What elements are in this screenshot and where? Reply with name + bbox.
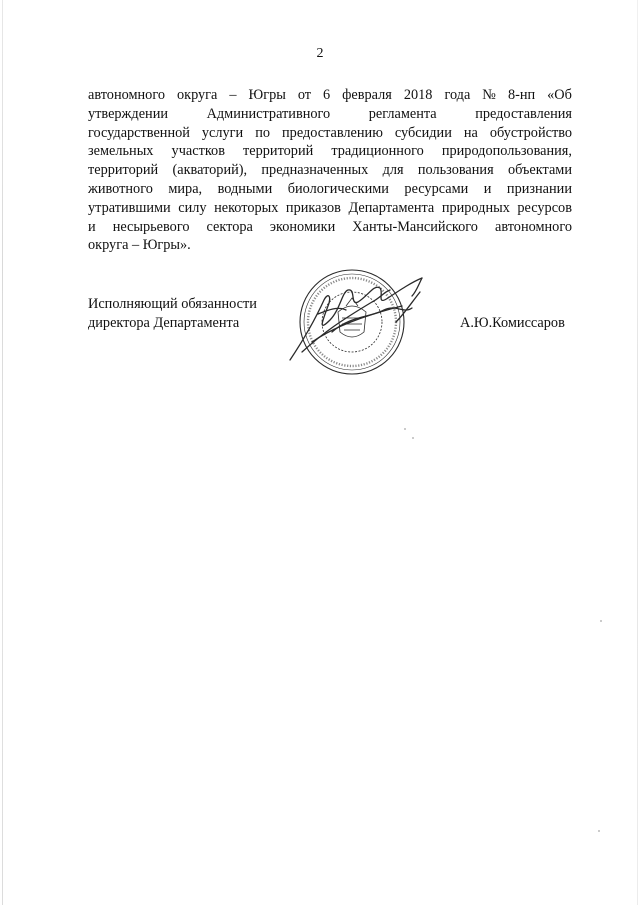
official-seal-stamp	[272, 262, 442, 382]
scan-edge-left	[2, 0, 3, 905]
signer-position-line2: директора Департамента	[88, 314, 240, 331]
word: сектора	[206, 218, 253, 235]
word: округа	[176, 87, 218, 103]
word: на	[463, 124, 478, 141]
word: водными	[217, 180, 273, 197]
word: экономики	[269, 218, 336, 235]
word: приказов	[285, 199, 341, 216]
text-line-last: округа – Югры».	[88, 237, 191, 254]
word: услуги	[201, 124, 244, 141]
word: предоставления	[475, 105, 572, 122]
word: мира,	[168, 180, 203, 197]
word: Ханты-Мансийского	[352, 218, 478, 235]
word: для	[382, 162, 404, 179]
text-line	[88, 161, 572, 180]
word: субсидии	[394, 124, 452, 141]
scan-speck	[598, 830, 600, 832]
word: –	[229, 87, 237, 103]
word: природных	[441, 199, 510, 216]
signer-position	[88, 295, 257, 333]
word: года	[444, 87, 471, 103]
text-line	[88, 86, 572, 105]
handwritten-signature	[290, 278, 422, 360]
page-number: 2	[316, 46, 324, 61]
word: «Об	[547, 87, 572, 103]
word: №	[482, 87, 496, 103]
text-line	[88, 218, 572, 237]
signer-name: А.Ю.Комиссаров	[460, 315, 565, 331]
word: ресурсов	[517, 199, 572, 216]
word: утратившими	[88, 199, 171, 216]
word: традиционного	[331, 143, 424, 160]
word: Департамента	[348, 199, 435, 216]
word: предназначенных	[261, 162, 369, 179]
word: Административного	[206, 105, 331, 122]
word: территорий	[88, 162, 159, 179]
word: регламента	[368, 105, 437, 122]
text-line	[88, 142, 572, 161]
word: февраля	[342, 87, 392, 103]
signer-position-line1: Исполняющий обязанности	[88, 296, 257, 312]
word: биологическими	[287, 180, 389, 197]
scan-speck	[412, 437, 414, 439]
text-line	[88, 199, 572, 218]
word: обустройство	[489, 124, 572, 141]
word: пользования	[417, 162, 494, 179]
text-line	[88, 180, 572, 199]
word: территорий	[243, 143, 314, 160]
word: 2018	[403, 87, 433, 103]
word: 6	[323, 87, 331, 103]
word: 8-нп	[507, 87, 536, 103]
word: земельных	[88, 143, 154, 160]
word: автономного	[88, 87, 165, 103]
text-line	[88, 105, 572, 124]
word: и	[483, 180, 492, 197]
word: несырьевого	[112, 218, 190, 235]
word: силу	[178, 199, 207, 216]
word: некоторых	[214, 199, 279, 216]
scan-speck	[600, 620, 602, 622]
word: природопользования,	[441, 143, 572, 160]
word: признании	[506, 180, 572, 197]
word: Югры	[248, 87, 286, 103]
word: (акваторий),	[172, 162, 248, 179]
word: ресурсами	[404, 180, 469, 197]
text-line	[88, 124, 572, 143]
body-paragraph	[88, 86, 572, 255]
scan-edge-right	[637, 0, 638, 905]
word: от	[297, 87, 312, 103]
word: автономного	[495, 218, 572, 235]
word: утверждении	[88, 105, 169, 122]
word: и	[88, 218, 96, 235]
word: объектами	[507, 162, 572, 179]
word: предоставлению	[282, 124, 383, 141]
word: участков	[171, 143, 225, 160]
word: животного	[88, 180, 153, 197]
word: по	[255, 124, 271, 141]
scan-speck	[404, 428, 406, 430]
word: государственной	[88, 124, 190, 141]
